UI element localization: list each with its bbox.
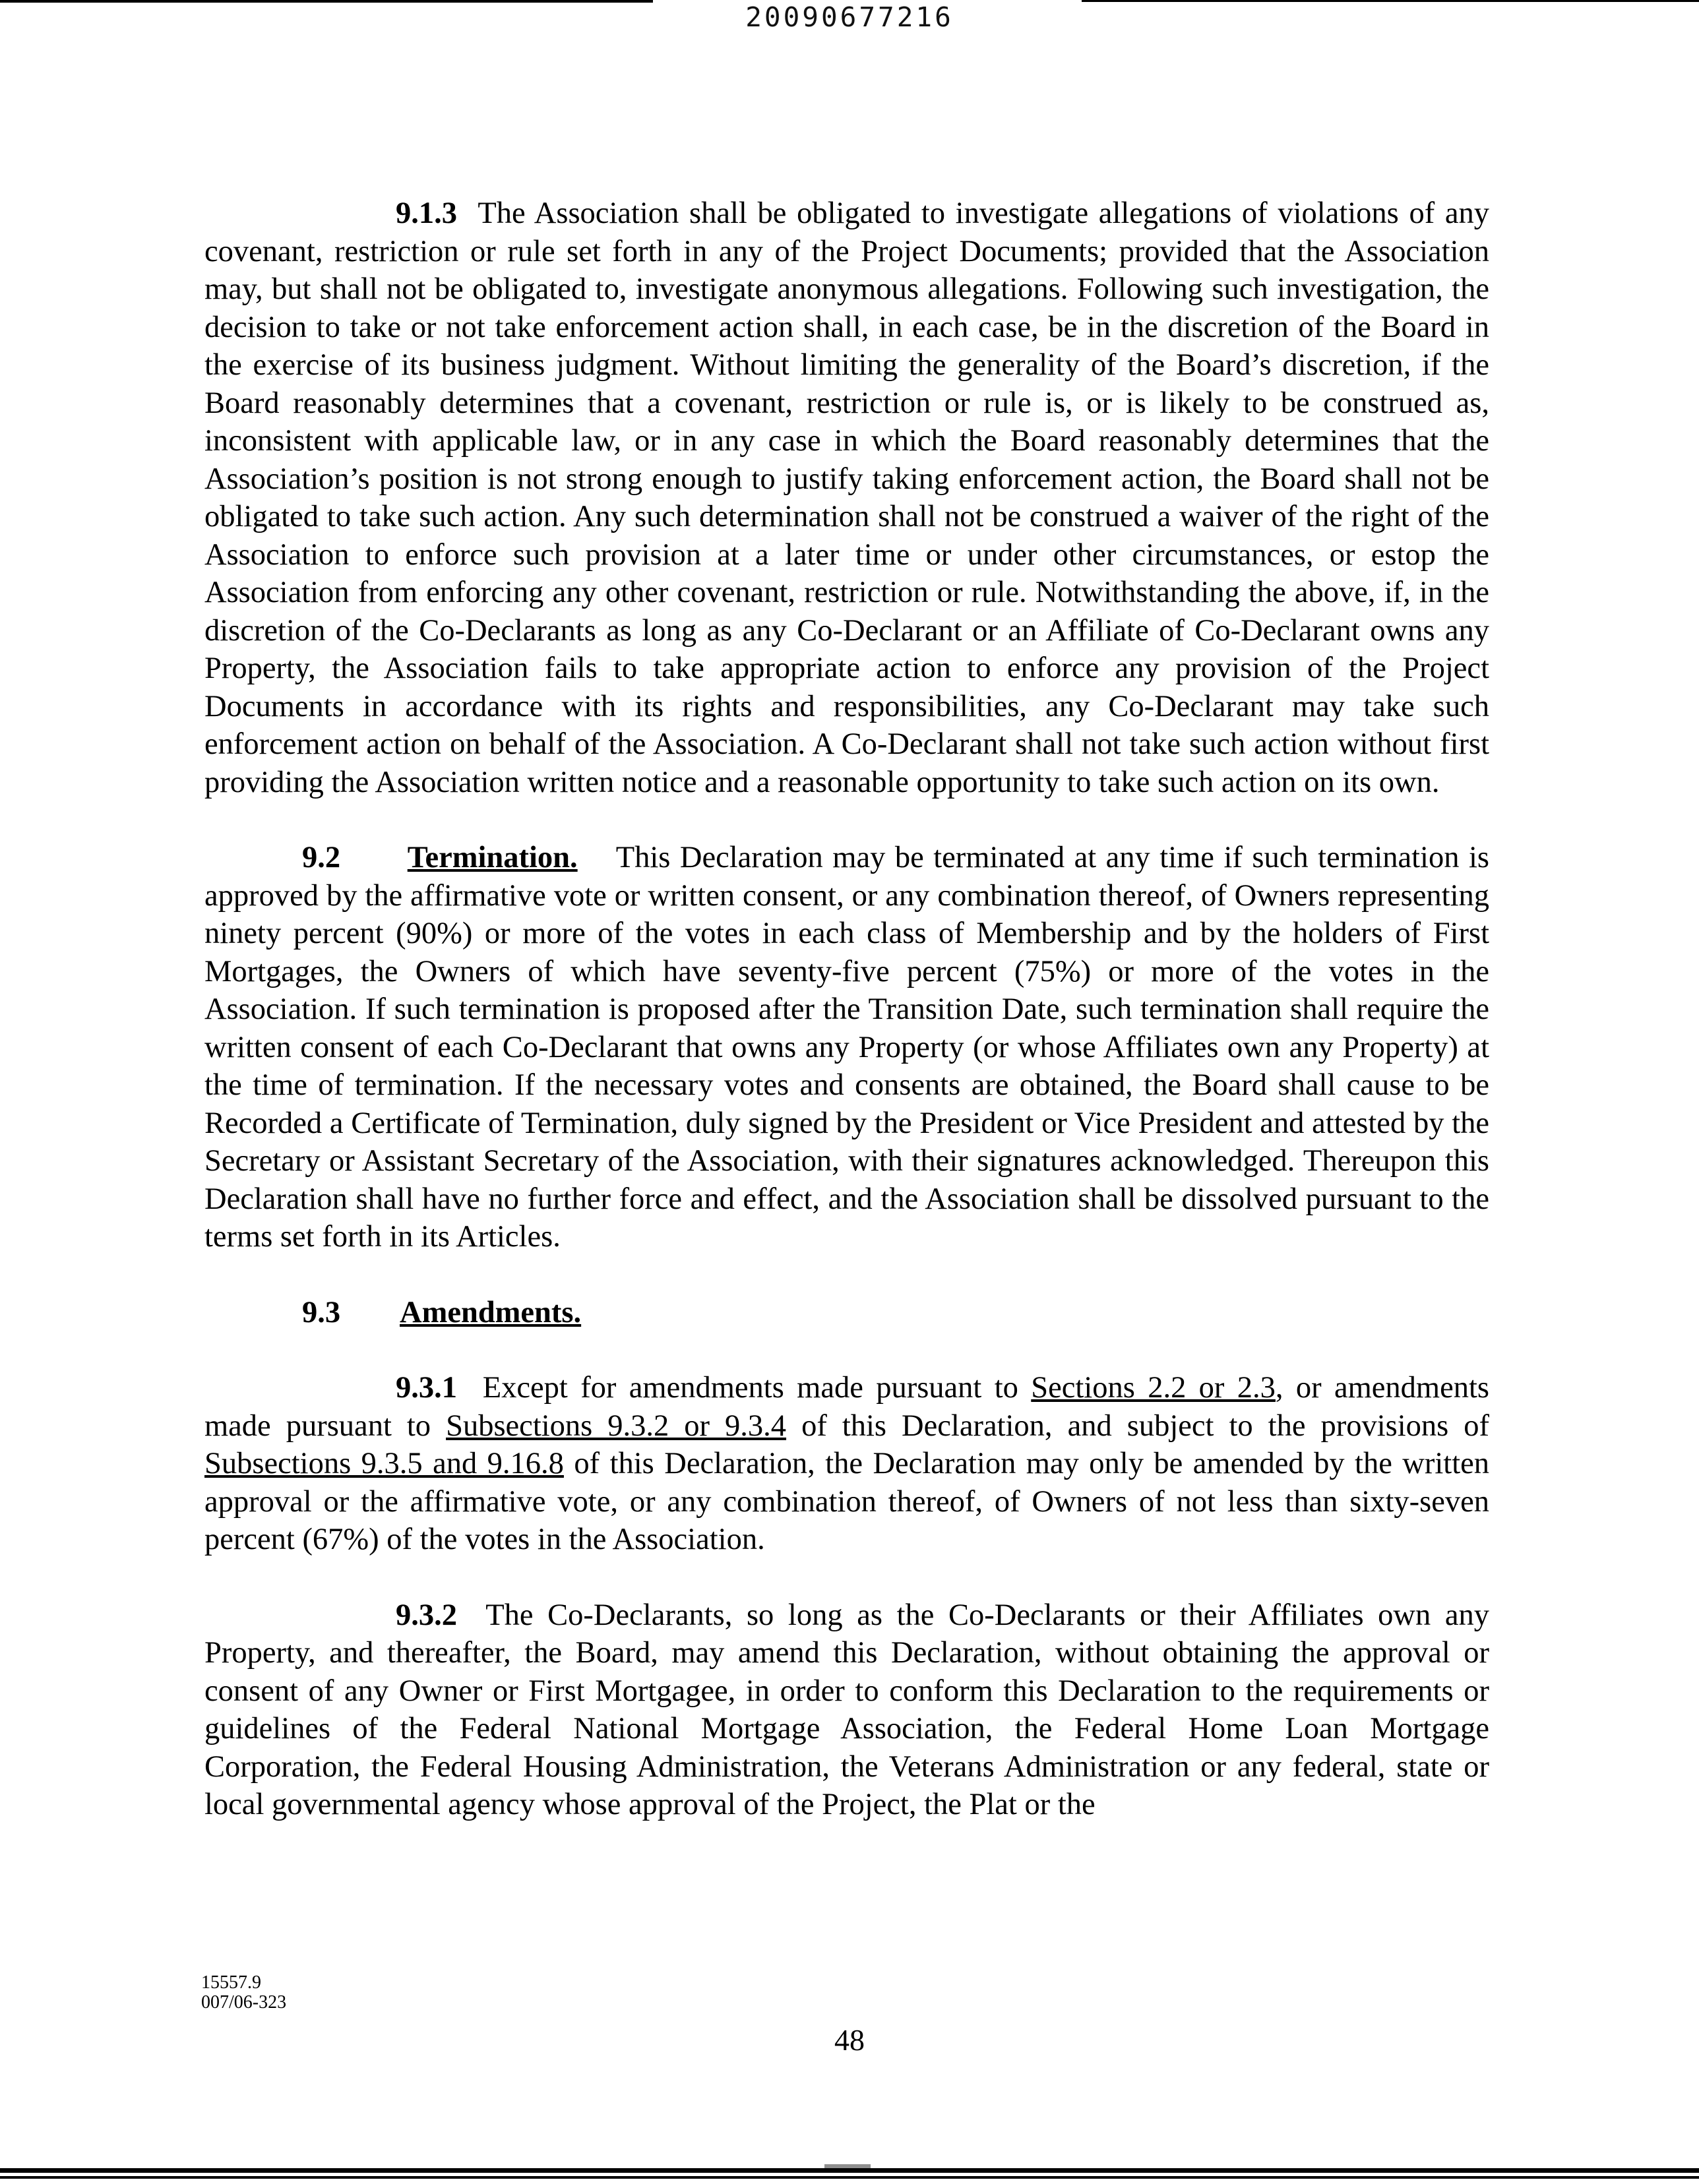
section-number: 9.3: [302, 1295, 341, 1329]
footer-code-line: 007/06-323: [201, 1992, 287, 2013]
paragraph-gap: [204, 1559, 1489, 1596]
bottom-border-rule-lower: [0, 2176, 1699, 2179]
section-heading: Amendments.: [400, 1295, 582, 1329]
section-number: 9.1.3: [396, 197, 457, 230]
bottom-border-rule: [0, 2168, 1699, 2173]
section-number: 9.3.1: [396, 1371, 457, 1405]
paragraph-text: of this Declaration, and subject to the provisions of: [801, 1409, 1489, 1443]
paragraph-text: , or amendments made pursuant to: [204, 1371, 1490, 1443]
paragraph-text: of this Declaration, the Declaration may only be amended by the written approval or the affirmative vote, or any combination thereof, of Owners of not less than sixty-seven percent (67%) of the votes in the Association.: [204, 1447, 1490, 1556]
paragraph-9-2: [204, 839, 1489, 1256]
paragraph-gap: [204, 1256, 1489, 1294]
section-heading: Termination.: [407, 841, 578, 874]
cross-reference-link[interactable]: Subsections 9.3.5 and 9.16.8: [204, 1447, 564, 1480]
paragraph-text: This Declaration may be terminated at any time if such termination is approved by the affirmative vote or written consent, or any combination thereof, of Owners representing ninety percent (90%) or more of the votes in each class of Membership and by the holders of First Mortgages, the Owners of which have seventy-five percent (75%) or more of the votes in the Association. If such termination is proposed after the Transition Date, such termination shall require the written consent of each Co-Declarant that owns any Property (or whose Affiliates own any Property) at the time of termination. If the necessary votes and consents are obtained, the Board shall cause to be Recorded a Certificate of Termination, duly signed by the President or Vice President and attested by the Secretary or Assistant Secretary of the Association, with their signatures acknowledged. Thereupon this Declaration shall have no further force and effect, and the Association shall be dissolved pursuant to the terms set forth in its Articles.: [204, 841, 1490, 1254]
footer-code-line: 15557.9: [201, 1972, 261, 1993]
paragraph-9-3-1: [204, 1369, 1489, 1559]
paragraph-text: The Co-Declarants, so long as the Co-Declarants or their Affiliates own any Property, and thereafter, the Board, may amend this Declaration, without obtaining the approval or consent of any Owner or First Mortgagee, in order to conform this Declaration to the requirements or guidelines of the Federal National Mortgage Association, the Federal Home Loan Mortgage Corporation, the Federal Housing Administration, the Veterans Administration or any federal, state or local governmental agency whose approval of the Project, the Plat or the: [204, 1598, 1490, 1821]
paragraph-9-3-2: [204, 1596, 1489, 1824]
document-body: [204, 195, 1489, 1824]
section-number: 9.2: [302, 841, 341, 874]
paragraph-text: The Association shall be obligated to investigate allegations of violations of any covenant, restriction or rule set forth in any of the Project Documents; provided that the Association may, but shall not be obligated to, investigate anonymous allegations. Following such investigation, the decision to take or not take enforcement action shall, in each case, be in the discretion of the Board in the exercise of its business judgment. Without limiting the generality of the Board’s discretion, if the Board reasonably determines that a covenant, restriction or rule is, or is likely to be construed as, inconsistent with applicable law, or in any case in which the Board reasonably determines that the Association’s position is not strong enough to justify taking enforcement action, the Board shall not be obligated to take such action. Any such determination shall not be construed a waiver of the right of the Association to enforce such provision at a later time or under other circumstances, or estop the Association from enforcing any other covenant, restriction or rule. Notwithstanding the above, if, in the discretion of the Co-Declarants as long as any Co-Declarant or an Affiliate of Co-Declarant owns any Property, the Association fails to take appropriate action to enforce any provision of the Project Documents in accordance with its rights and responsibilities, any Co-Declarant may take such enforcement action on behalf of the Association. A Co-Declarant shall not take such action without first providing the Association written notice and a reasonable opportunity to take such action on its own.: [204, 197, 1489, 799]
section-number: 9.3.2: [396, 1598, 457, 1632]
heading-9-3: [204, 1294, 1489, 1332]
paragraph-9-1-3: [204, 195, 1489, 801]
paragraph-gap: [204, 801, 1489, 839]
paragraph-gap: [204, 1331, 1489, 1369]
page-number: 48: [834, 2023, 865, 2057]
paragraph-text: Except for amendments made pursuant to: [482, 1371, 1018, 1405]
document-number: 20090677216: [745, 1, 954, 33]
cross-reference-link[interactable]: Subsections 9.3.2 or 9.3.4: [446, 1409, 787, 1443]
cross-reference-link[interactable]: Sections 2.2 or 2.3: [1031, 1371, 1276, 1405]
footer-document-code: [201, 1973, 286, 2013]
